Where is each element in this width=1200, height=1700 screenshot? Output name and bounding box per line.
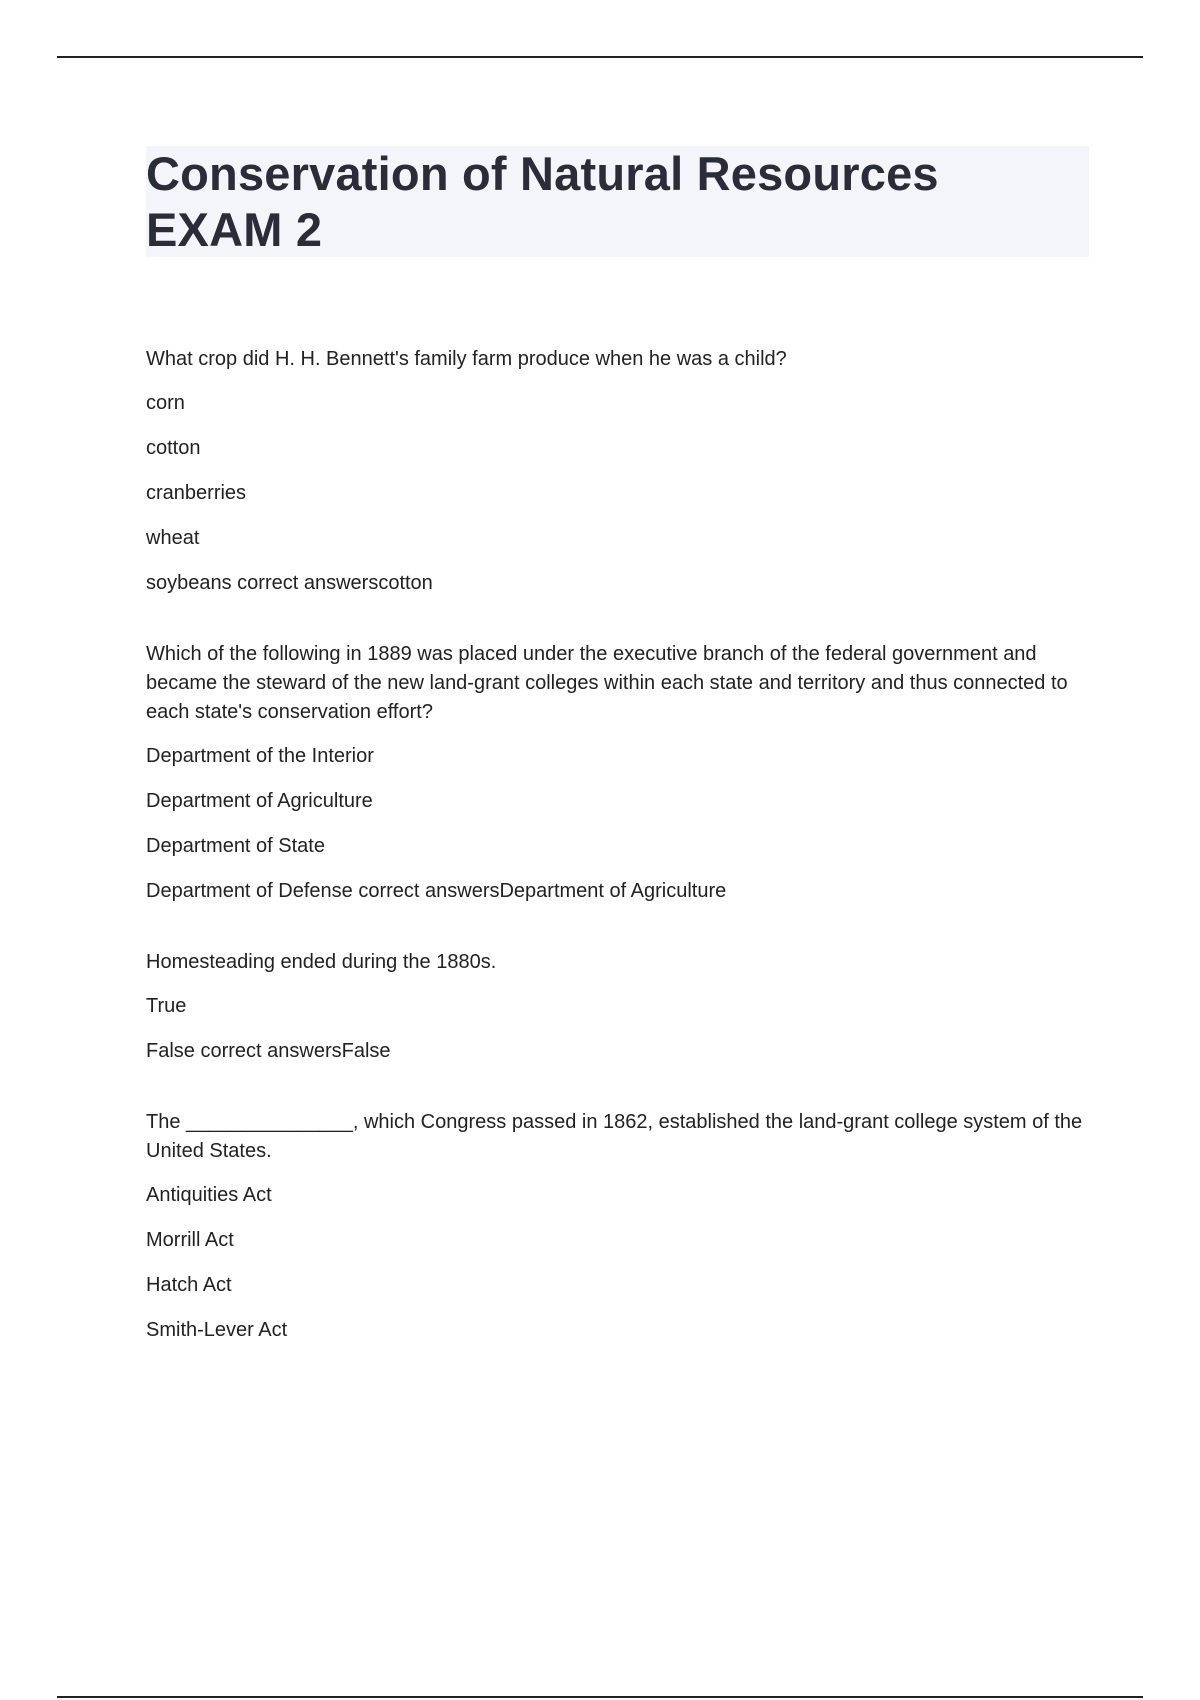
title-block — [146, 146, 1089, 257]
answer-option: True — [146, 995, 187, 1017]
answer-option: Smith-Lever Act — [146, 1319, 288, 1341]
answer-option: Department of the Interior — [146, 745, 374, 767]
answer-option: Morrill Act — [146, 1229, 234, 1251]
question-1 — [146, 345, 1086, 598]
answer-option: wheat — [146, 527, 200, 549]
question-3 — [146, 948, 1086, 1066]
question-4 — [146, 1108, 1086, 1345]
title-line-2: EXAM 2 — [146, 203, 323, 256]
bottom-rule — [57, 1696, 1143, 1698]
answer-option: Department of Agriculture — [146, 790, 373, 812]
answer-option: cranberries — [146, 482, 247, 504]
question-text: The _______________, which Congress passed in 1862, established the land-grant college system of the United States. — [146, 1111, 1083, 1162]
top-rule — [57, 56, 1143, 58]
page-title — [146, 146, 1089, 258]
answer-option: Department of State — [146, 835, 325, 857]
question-text: Homesteading ended during the 1880s. — [146, 951, 497, 973]
question-text: What crop did H. H. Bennett's family farm produce when he was a child? — [146, 348, 787, 370]
answer-option: Hatch Act — [146, 1274, 232, 1296]
answer-option: Department of Defense correct answersDepartment of Agriculture — [146, 880, 727, 902]
title-line-1: Conservation of Natural Resources — [146, 147, 939, 200]
answer-option: False correct answersFalse — [146, 1040, 391, 1062]
answer-option: soybeans correct answerscotton — [146, 572, 433, 594]
answer-option: Antiquities Act — [146, 1184, 272, 1206]
question-text: Which of the following in 1889 was placed under the executive branch of the federal government and became the steward of the new land-grant colleges within each state and territory and thus connected to each state's conservation effort? — [146, 643, 1068, 723]
answer-option: corn — [146, 392, 185, 414]
question-list — [146, 345, 1086, 1387]
question-2 — [146, 640, 1086, 906]
answer-option: cotton — [146, 437, 201, 459]
